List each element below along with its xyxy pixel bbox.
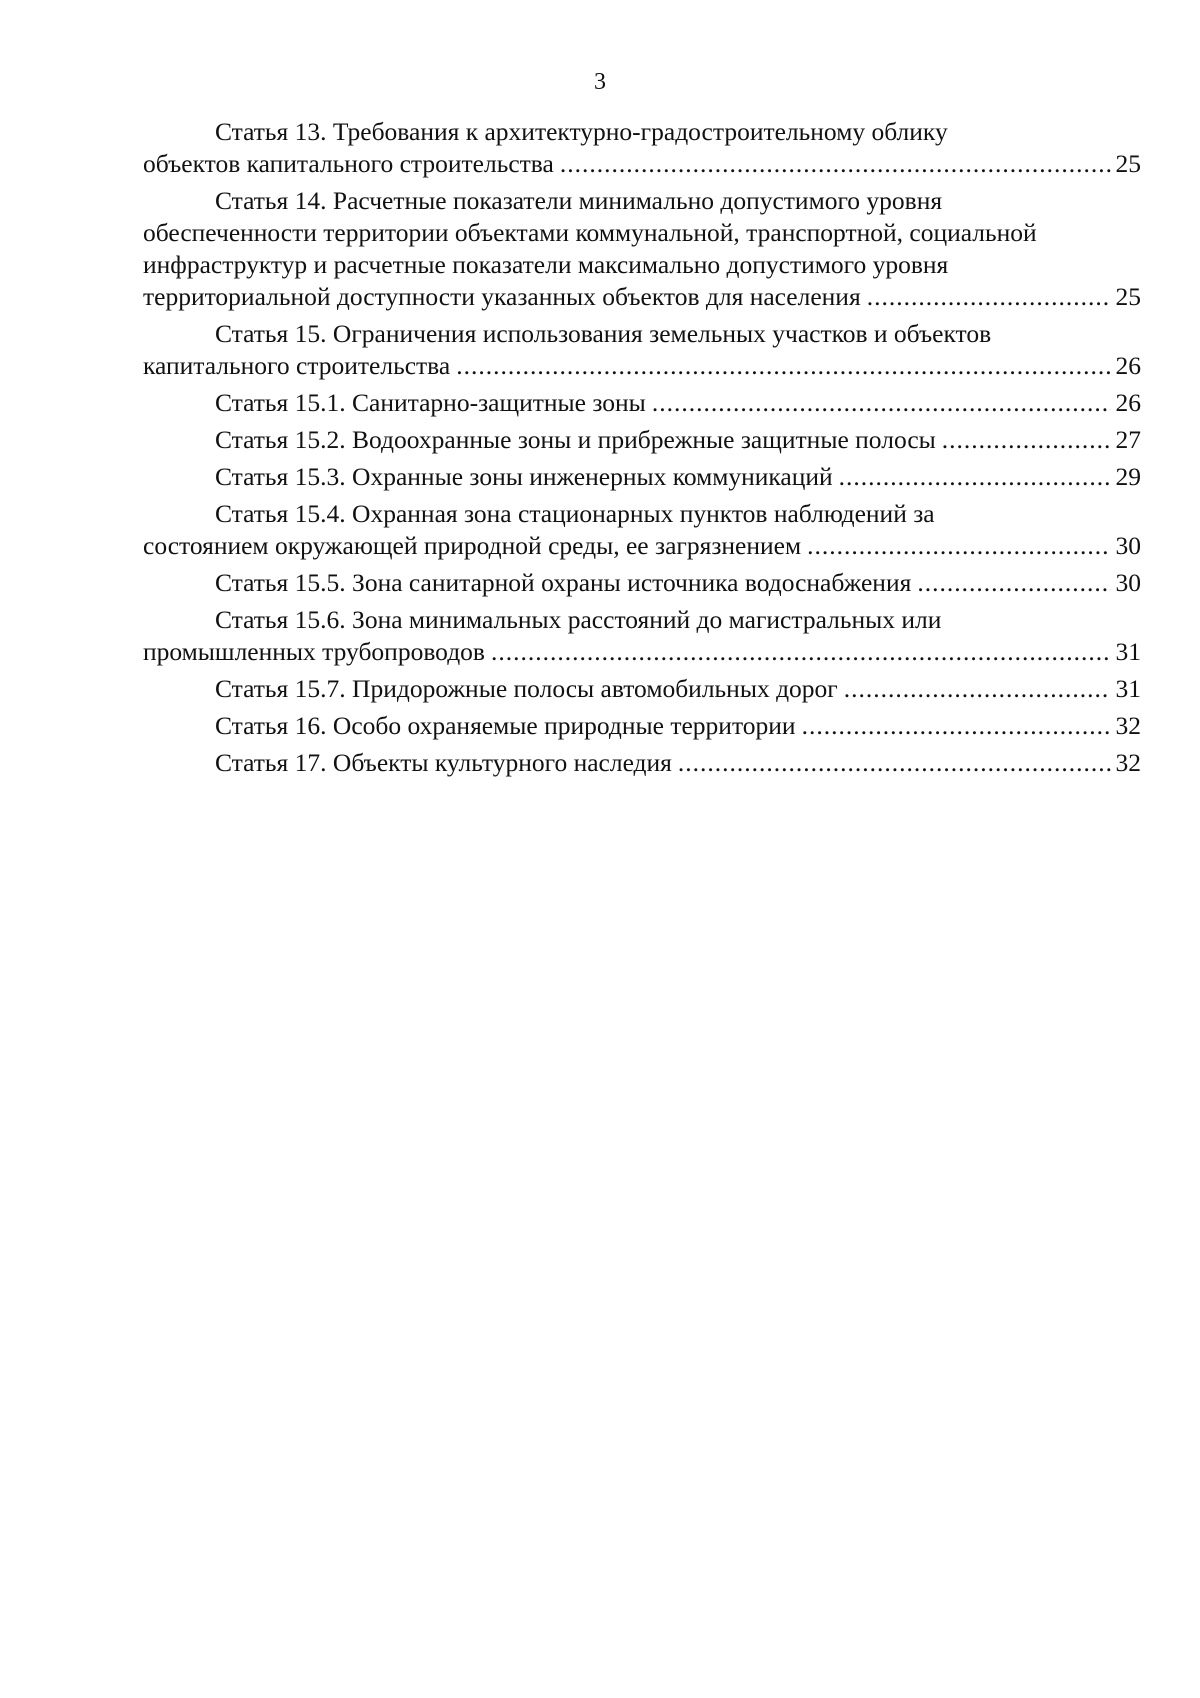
toc-entry-line: Статья 15. Ограничения использования земельных участков и объектов [215,319,992,348]
toc-entry-line: Статья 15.4. Охранная зона стационарных пунктов наблюдений за [215,499,935,528]
toc-entry-page-number: 27 [1115,425,1141,454]
toc-entry-page-number: 25 [1115,282,1141,311]
toc-entry-last-line [143,350,1141,382]
toc-entry-last-line [143,387,1141,419]
dot-leader [678,747,1111,779]
dot-leader [560,148,1111,180]
dot-leader [917,567,1111,599]
toc-entry-page-number: 25 [1115,149,1141,178]
toc-entry[interactable] [143,461,1141,493]
toc-entry[interactable] [143,498,1141,562]
toc-entry-title: промышленных трубопроводов [143,637,485,666]
toc-entry-page-number: 30 [1115,568,1141,597]
toc-entry[interactable] [143,710,1141,742]
toc-entry-page-number: 26 [1115,351,1141,380]
dot-leader [456,350,1111,382]
toc-entry-page-number: 31 [1115,674,1141,703]
toc-entry-title: Статья 17. Объекты культурного наследия [215,748,672,777]
toc-entry-title: территориальной доступности указанных объектов для населения [143,282,861,311]
dot-leader [867,281,1111,313]
toc-entry[interactable] [143,673,1141,705]
toc-entry[interactable] [143,424,1141,456]
dot-leader [839,461,1111,493]
toc-entry[interactable] [143,318,1141,382]
toc-entry-page-number: 32 [1115,748,1141,777]
dot-leader [807,530,1111,562]
toc-entry-page-number: 31 [1115,637,1141,666]
toc-entry-line: обеспеченности территории объектами коммунальной, транспортной, социальной [143,218,1037,247]
toc-entry-page-number: 26 [1115,388,1141,417]
dot-leader [652,387,1111,419]
toc-entry-last-line [143,636,1141,668]
toc-entry[interactable] [143,387,1141,419]
toc-entry-line: Статья 15.6. Зона минимальных расстояний до магистральных или [215,605,942,634]
toc-entry[interactable] [143,116,1141,180]
toc-entry-last-line [143,424,1141,456]
dot-leader [844,673,1111,705]
dot-leader [802,710,1111,742]
toc-entry-line: Статья 14. Расчетные показатели минимально допустимого уровня [215,186,943,215]
toc-entry-page-number: 29 [1115,462,1141,491]
toc-entry[interactable] [143,185,1141,313]
toc-entry[interactable] [143,747,1141,779]
toc-entry-last-line [143,567,1141,599]
page-number: 3 [594,69,606,95]
toc-entry-title: состоянием окружающей природной среды, ее загрязнением [143,531,802,560]
toc-entry-title: Статья 15.1. Санитарно-защитные зоны [215,388,646,417]
toc-entry-title: Статья 15.3. Охранные зоны инженерных коммуникаций [215,462,833,491]
toc-entry[interactable] [143,567,1141,599]
toc-entry-title: Статья 16. Особо охраняемые природные территории [215,711,796,740]
toc-entry-line: Статья 13. Требования к архитектурно-градостроительному облику [215,117,948,146]
toc-entry-line: инфраструктур и расчетные показатели максимально допустимого уровня [143,250,949,279]
toc-entry-page-number: 32 [1115,711,1141,740]
toc-entry-title: объектов капитального строительства [143,149,554,178]
toc-entry-last-line [143,747,1141,779]
toc-entry-page-number: 30 [1115,531,1141,560]
toc-entry-title: Статья 15.5. Зона санитарной охраны источника водоснабжения [215,568,912,597]
toc-entry-last-line [143,148,1141,180]
toc-entry-last-line [143,461,1141,493]
toc-entry-last-line [143,673,1141,705]
toc-entry-last-line [143,710,1141,742]
toc-entry-title: Статья 15.2. Водоохранные зоны и прибрежные защитные полосы [215,425,936,454]
toc-entry-last-line [143,530,1141,562]
toc-entry-title: Статья 15.7. Придорожные полосы автомобильных дорог [215,674,838,703]
dot-leader [491,636,1111,668]
toc-entry-title: капитального строительства [143,351,451,380]
toc-entry[interactable] [143,604,1141,668]
toc-entry-last-line [143,281,1141,313]
dot-leader [942,424,1111,456]
table-of-contents [143,116,1141,784]
